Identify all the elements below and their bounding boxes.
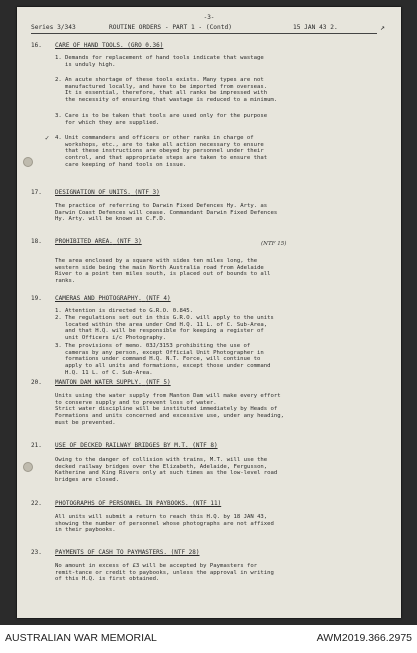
- section-title: PROHIBITED AREA. (NTF 3): [55, 238, 142, 245]
- orders-date: 15 JAN 43 2.: [293, 24, 338, 31]
- section-body: The area enclosed by a square with sides ten miles long, the western side being the main North Australia road from Adelaide River to a point ten miles south, is placed out of bounds to all ranks.: [55, 258, 271, 285]
- archive-footer: [0, 625, 417, 653]
- section-body: Owing to the danger of collision with trains, M.T. will use the decked railway bridges over the Elizabeth, Adelaide, Fergusson, Katherine and King Rivers only at such times as the low-level road bridges are closed.: [55, 457, 278, 484]
- section-title: PHOTOGRAPHS OF PERSONNEL IN PAYBOOKS. (NTF 11): [55, 500, 222, 507]
- orders-title: ROUTINE ORDERS - PART 1 - (Contd): [109, 24, 232, 31]
- section-title: USE OF DECKED RAILWAY BRIDGES BY M.T. (NTF 8): [55, 442, 218, 449]
- section-body: Units using the water supply from Manton Dam will make every effort to conserve supply and to prevent loss of water. Strict water discipline will be instituted immediately by Heads of Formations and units concerned and excessive use, under any heading, must be prevented.: [55, 393, 285, 426]
- series-label: Series 3/343: [31, 24, 76, 31]
- document-page: -3- Series 3/343 ROUTINE ORDERS - PART 1 - (Contd) 15 JAN 43 2. ↗ 16. CARE OF HAND TOOLS. (GRO 0.36) 1. Demands for replacement of hand tools indicate that wastage is unduly high. 2. An acute shortage of these tools exists. Many types are not manufactured locally, and have to be imported from overseas. It is essential, therefore, that all ranks be impressed with the necessity of ensuring that wastage is reduced to a minimum. 3. Care is to be taken that tools are used only for the purpose for which they are supplied. ✓ 4. Unit commanders and officers or other ranks in charge of workshops, etc., are to take all action necessary to ensure that these instructions are obeyed by personnel under their control, and that appropriate steps are taken to ensure that care keeping of hand tools on issue. 17. DESIGNATION OF UNITS. (NTF 3) The practice of referring to Darwin Fixed Defences Hy. Arty. as Darwin Coast Defences will cease. Commandant Darwin Fixed Defences Hy. Arty. will be known as C.F.D. 18. PROHIBITED AREA. (NTF 3) (NTF 15) The area enclosed by a square with sides ten miles long, the western side being the main North Australia road from Adelaide River to a point ten miles south, is placed out of bounds to all ranks. 19. CAMERAS AND PHOTOGRAPHY. (NTF 4) 1. Attention is directed to G.R.O. 0.845. 2. The regulations set out in this G.R.O. will apply to the units located within the area under Cmd H.Q. 11 L. of C. Sub-Area, and that H.Q. will be responsible for keeping a register of unit Officers i/c Photography. 3. The provisions of memo. 03J/3153 prohibiting the use of cameras by any person, except Official Unit Photographer in formations under command H.Q. N.T. Force, will continue to apply to all units and formations, except those under command H.Q. 11 L. of C. Sub-Area. 20. MANTON DAM WATER SUPPLY. (NTF 5) Units using the water supply from Manton Dam will make every effort to conserve supply and to prevent loss of water. Strict water discipline will be instituted immediately by Heads of Formations and units concerned and excessive use, under any heading, must be prevented. 21. USE OF DECKED RAILWAY BRIDGES BY M.T. (NTF 8) Owing to the danger of collision with trains, M.T. will use the decked railway bridges over the Elizabeth, Adelaide, Fergusson, Katherine and King Rivers only at such times as the low-level road bridges are closed. 22. PHOTOGRAPHS OF PERSONNEL IN PAYBOOKS. (NTF 11) All units will submit a return to reach this H.Q. by 18 JAN 43, showing the number of personnel whose photographs are not affixed in their paybooks. 23. PAYMENTS OF CASH TO PAYMASTERS. (NTF 28) No amount in excess of £3 will be accepted by Paymasters for remit-tance or credit to paybooks, unless the approval in writing of this H.Q. is first obtained.: [17, 7, 401, 618]
- header-rule: [31, 33, 377, 34]
- section-body: The practice of referring to Darwin Fixed Defences Hy. Arty. as Darwin Coast Defences will cease. Commandant Darwin Fixed Defences Hy. Arty. will be known as C.F.D.: [55, 203, 278, 223]
- section-title: MANTON DAM WATER SUPPLY. (NTF 5): [55, 379, 171, 386]
- archive-reference: AWM2019.366.2975: [316, 632, 412, 644]
- section-number: 16.: [31, 42, 42, 49]
- section-body: No amount in excess of £3 will be accepted by Paymasters for remit-tance or credit to paybooks, unless the approval in writing of this H.Q. is first obtained.: [55, 563, 274, 583]
- section-title: PAYMENTS OF CASH TO PAYMASTERS. (NTF 28): [55, 549, 200, 556]
- punch-hole: [23, 462, 33, 472]
- archive-name: AUSTRALIAN WAR MEMORIAL: [5, 632, 157, 644]
- section-title: CARE OF HAND TOOLS. (GRO 0.36): [55, 42, 164, 49]
- section-body: All units will submit a return to reach this H.Q. by 18 JAN 43, showing the number of personnel whose photographs are not affixed in their paybooks.: [55, 514, 274, 534]
- page-number: -3-: [203, 14, 215, 21]
- check-mark-icon: ↗: [380, 23, 385, 32]
- tick-mark-icon: ✓: [45, 134, 50, 142]
- section-title: DESIGNATION OF UNITS. (NTF 3): [55, 189, 160, 196]
- punch-hole: [23, 157, 33, 167]
- section-title: CAMERAS AND PHOTOGRAPHY. (NTF 4): [55, 295, 171, 302]
- orders-header: [31, 23, 387, 34]
- handwritten-annotation: (NTF 15): [261, 241, 287, 247]
